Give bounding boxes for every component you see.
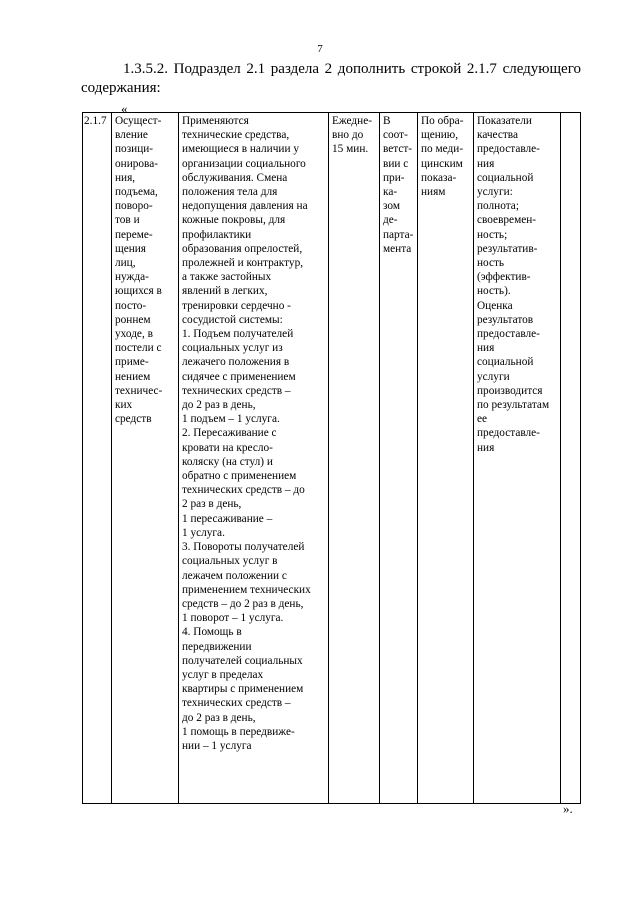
cell-line: щения — [115, 242, 147, 255]
cell-line: тов и — [115, 214, 140, 227]
cell-line: результатив- — [477, 242, 538, 255]
cell-line: средств — [115, 413, 152, 426]
cell-line: тренировки сердечно - — [182, 299, 291, 312]
cell-line: ния — [477, 441, 495, 454]
cell-line: по меди- — [421, 143, 464, 156]
cell-line: социальных услуг из — [182, 342, 283, 355]
cell-line: парта- — [383, 228, 414, 241]
cell-line: по результатам — [477, 399, 550, 412]
frequency-cell — [329, 113, 380, 804]
cell-line: обслуживания. Смена — [182, 171, 288, 184]
cell-line: По обра- — [421, 115, 464, 127]
cell-line: посто- — [115, 299, 147, 312]
cell-line: кожные покровы, для — [182, 214, 286, 227]
cell-line: применением технических — [182, 583, 311, 596]
cell-line: получателей социальных — [182, 654, 303, 667]
cell-line: Осущест- — [115, 115, 162, 127]
cell-line: 2. Пересаживание с — [182, 427, 277, 440]
close-quote: ». — [563, 801, 573, 816]
cell-line: ния, — [115, 171, 136, 184]
cell-line: при- — [383, 171, 405, 184]
service-table — [82, 112, 581, 804]
table-row — [83, 113, 581, 804]
cell-line: роннем — [115, 313, 151, 326]
cell-line: соот- — [383, 129, 408, 142]
cell-line: ка- — [383, 186, 398, 199]
row-number-cell: 2.1.7 — [83, 113, 112, 804]
cell-line: лежачего положения в — [182, 356, 290, 369]
cell-line: зом — [383, 200, 400, 213]
cell-line: вление — [115, 129, 148, 142]
cell-line: мента — [383, 242, 412, 255]
cell-line: 2 раз в день, — [182, 498, 242, 511]
cell-line: Ежедне- — [332, 115, 372, 127]
cell-line: положения тела для — [182, 186, 278, 199]
cell-line: предоставле- — [477, 427, 540, 440]
cell-line: вно до — [332, 129, 364, 142]
cell-line: де- — [383, 214, 398, 227]
cell-line: социальных услуг в — [182, 555, 278, 568]
cell-line: результатов — [477, 313, 534, 326]
cell-line: ность). — [477, 285, 511, 298]
cell-line: ность; — [477, 228, 508, 241]
open-quote: « — [121, 101, 128, 116]
cell-line: ких — [115, 399, 133, 412]
cell-line: технических средств – — [182, 697, 291, 710]
cell-line: нужда- — [115, 271, 149, 284]
cell-line: переме- — [115, 228, 153, 241]
cell-line: 4. Помощь в — [182, 626, 242, 639]
cell-line: показа- — [421, 171, 457, 184]
cell-line: 3. Повороты получателей — [182, 541, 305, 554]
cell-line: производится — [477, 384, 543, 397]
cell-line: до 2 раз в день, — [182, 399, 256, 412]
cell-line: технические средства, — [182, 129, 290, 142]
cell-line: щению, — [421, 129, 459, 142]
cell-line: предоставле- — [477, 143, 540, 156]
cell-line: передвижении — [182, 640, 252, 653]
cell-line: услуги — [477, 370, 510, 383]
service-description-cell — [179, 113, 329, 804]
cell-line: 1 подъем – 1 услуга. — [182, 413, 280, 426]
intro-paragraph: 1.3.5.2. Подраздел 2.1 раздела 2 дополнить строкой 2.1.7 следующего содержания: — [81, 61, 581, 96]
cell-line: позици- — [115, 143, 154, 156]
cell-line: образования опрелостей, — [182, 242, 303, 255]
cell-line: подъема, — [115, 186, 158, 199]
cell-line: социальной — [477, 171, 534, 184]
cell-line: услуг в пределах — [182, 668, 264, 681]
cell-line: постели с — [115, 342, 162, 355]
cell-line: лиц, — [115, 257, 136, 270]
cell-line: 1 пересаживание – — [182, 512, 273, 525]
cell-line: ющихся в — [115, 285, 162, 298]
service-name-cell — [112, 113, 179, 804]
cell-line: 1. Подъем получателей — [182, 328, 294, 341]
cell-line: технических средств – до — [182, 484, 305, 497]
cell-line: организации социального — [182, 157, 306, 170]
cell-line: сосудистой системы: — [182, 313, 283, 326]
regulation-cell — [380, 113, 418, 804]
cell-line: ниям — [421, 186, 446, 199]
cell-line: социальной — [477, 356, 534, 369]
cell-line: приме- — [115, 356, 149, 369]
cell-line: поворо- — [115, 200, 153, 213]
cell-line: В — [383, 115, 391, 127]
cell-line: квартиры с применением — [182, 683, 304, 696]
cell-line: кровати на кресло- — [182, 441, 273, 454]
page-number: 7 — [317, 43, 323, 55]
cell-line: лежачем положении с — [182, 569, 287, 582]
cell-line: предоставле- — [477, 328, 540, 341]
cell-line: онирова- — [115, 157, 158, 170]
cell-line: ния — [477, 342, 495, 355]
cell-line: Применяются — [182, 115, 249, 127]
cell-line: ее — [477, 413, 488, 426]
cell-line: Оценка — [477, 299, 513, 312]
cell-line: своевремен- — [477, 214, 537, 227]
cell-line: нением — [115, 370, 151, 383]
conditions-cell — [418, 113, 474, 804]
cell-line: 1 услуга. — [182, 526, 225, 539]
cell-line: нии – 1 услуга — [182, 739, 252, 752]
cell-line: а также застойных — [182, 271, 272, 284]
cell-line: технических средств – — [182, 384, 291, 397]
cell-line: ветст- — [383, 143, 413, 156]
cell-line: 1 поворот – 1 услуга. — [182, 612, 284, 625]
cell-line: коляску (на стул) и — [182, 455, 273, 468]
extra-cell — [561, 113, 581, 804]
cell-line: ность — [477, 257, 505, 270]
cell-line: пролежней и контрактур, — [182, 257, 304, 270]
cell-line: Показатели — [477, 115, 532, 127]
cell-line: 1 помощь в передвиже- — [182, 725, 295, 738]
cell-line: техничес- — [115, 384, 163, 397]
cell-line: явлений в легких, — [182, 285, 268, 298]
cell-line: полнота; — [477, 200, 519, 213]
cell-line: качества — [477, 129, 519, 142]
cell-line: цинским — [421, 157, 463, 170]
cell-line: профилактики — [182, 228, 252, 241]
cell-line: обратно с применением — [182, 470, 297, 483]
cell-line: недопущения давления на — [182, 200, 308, 213]
cell-line: ния — [477, 157, 495, 170]
cell-line: до 2 раз в день, — [182, 711, 256, 724]
cell-line: имеющиеся в наличии у — [182, 143, 299, 156]
cell-line: средств – до 2 раз в день, — [182, 597, 304, 610]
cell-line: вии с — [383, 157, 409, 170]
quality-indicators-cell — [474, 113, 561, 804]
cell-line: услуги: — [477, 186, 513, 199]
cell-line: (эффектив- — [477, 271, 531, 284]
cell-line: сидячее с применением — [182, 370, 296, 383]
cell-line: 15 мин. — [332, 143, 369, 156]
cell-line: уходе, в — [115, 328, 153, 341]
